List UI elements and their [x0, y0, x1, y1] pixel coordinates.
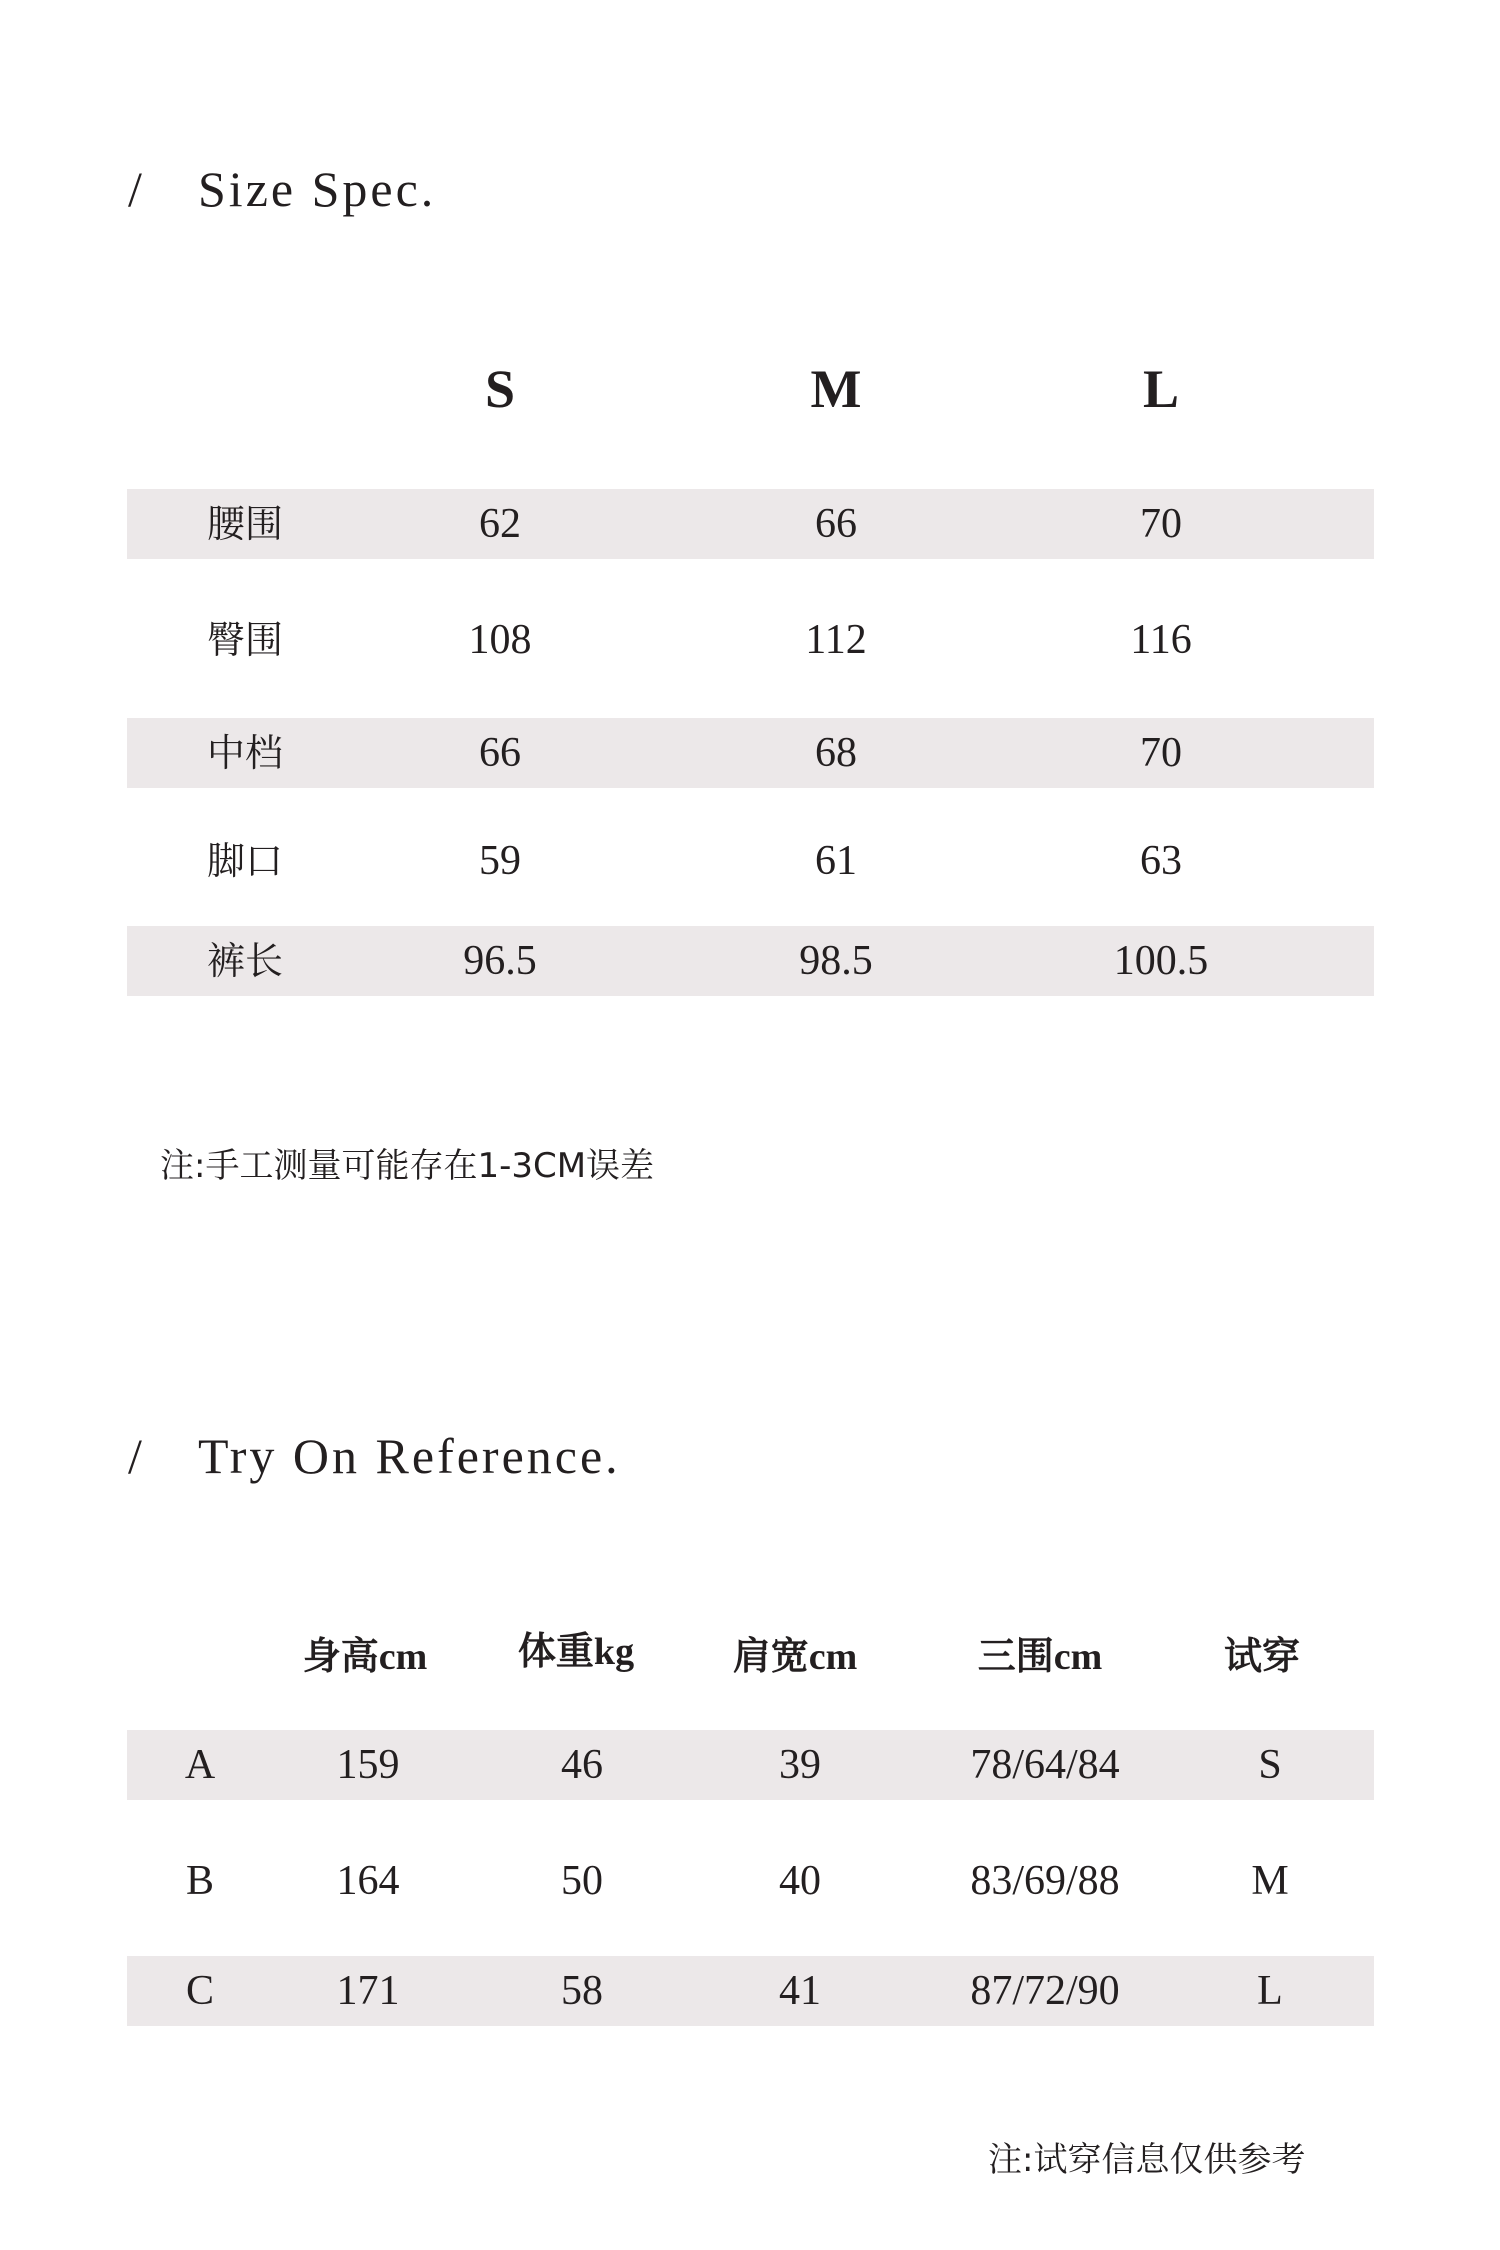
size-row-hip [127, 605, 1374, 675]
cell-value: 46 [561, 1742, 603, 1788]
cell-value: S [1258, 1742, 1282, 1788]
cell-value: 63 [1140, 838, 1182, 884]
title-slash: / [128, 1428, 145, 1484]
cell-value: 112 [805, 617, 867, 663]
cell-value: 40 [779, 1858, 821, 1904]
try-on-row-b [127, 1846, 1374, 1916]
col-header-measurements: 三围cm [977, 1636, 1103, 1678]
cell-value: 66 [479, 730, 521, 776]
cell-value: 171 [336, 1968, 400, 2014]
cell-value: 66 [815, 501, 857, 547]
cell-value: 39 [779, 1742, 821, 1788]
cell-value: 164 [336, 1858, 400, 1904]
cell-value: 59 [479, 838, 521, 884]
row-label: 脚口 [206, 839, 284, 883]
cell-value: 159 [336, 1742, 400, 1788]
size-header-l: L [1142, 359, 1180, 419]
cell-value: 78/64/84 [970, 1742, 1120, 1788]
col-header-tried-size: 试穿 [1223, 1636, 1301, 1678]
try-on-title [128, 1427, 621, 1485]
size-header-s: S [484, 359, 516, 419]
cell-value: L [1257, 1968, 1283, 2014]
size-spec-title [128, 160, 436, 218]
cell-value: 108 [468, 617, 532, 663]
cell-value: 87/72/90 [970, 1968, 1120, 2014]
cell-value: 116 [1130, 617, 1192, 663]
measurement-note: 注:手工测量可能存在1-3CM误差 [160, 1146, 655, 1186]
size-row-length [127, 926, 1374, 996]
try-on-row-c [127, 1956, 1374, 2026]
cell-value: M [1251, 1858, 1289, 1904]
size-spec-title-text: Size Spec. [198, 161, 437, 217]
cell-value: 98.5 [799, 938, 873, 984]
cell-value: 58 [561, 1968, 603, 2014]
cell-value: 41 [779, 1968, 821, 2014]
try-on-title-text: Try On Reference. [198, 1428, 621, 1484]
model-label: A [184, 1742, 216, 1788]
cell-value: 70 [1140, 730, 1182, 776]
row-label: 臀围 [206, 618, 284, 662]
col-header-shoulder: 肩宽cm [732, 1636, 858, 1678]
cell-value: 70 [1140, 501, 1182, 547]
cell-value: 50 [561, 1858, 603, 1904]
title-slash: / [128, 161, 145, 217]
cell-value: 96.5 [463, 938, 537, 984]
row-label: 裤长 [206, 939, 284, 983]
cell-value: 62 [479, 501, 521, 547]
model-label: B [185, 1858, 215, 1904]
cell-value: 100.5 [1113, 938, 1209, 984]
try-on-row-a [127, 1730, 1374, 1800]
model-label: C [185, 1968, 215, 2014]
size-row-rise [127, 718, 1374, 788]
row-label: 腰围 [206, 502, 284, 546]
cell-value: 83/69/88 [970, 1858, 1120, 1904]
cell-value: 68 [815, 730, 857, 776]
col-header-height: 身高cm [302, 1636, 428, 1678]
size-row-hem [127, 826, 1374, 896]
row-label: 中档 [206, 731, 284, 775]
col-header-weight: 体重kg [517, 1631, 635, 1673]
cell-value: 61 [815, 838, 857, 884]
try-on-note: 注:试穿信息仅供参考 [988, 2140, 1306, 2180]
size-row-waist [127, 489, 1374, 559]
size-header-m: M [810, 359, 862, 419]
